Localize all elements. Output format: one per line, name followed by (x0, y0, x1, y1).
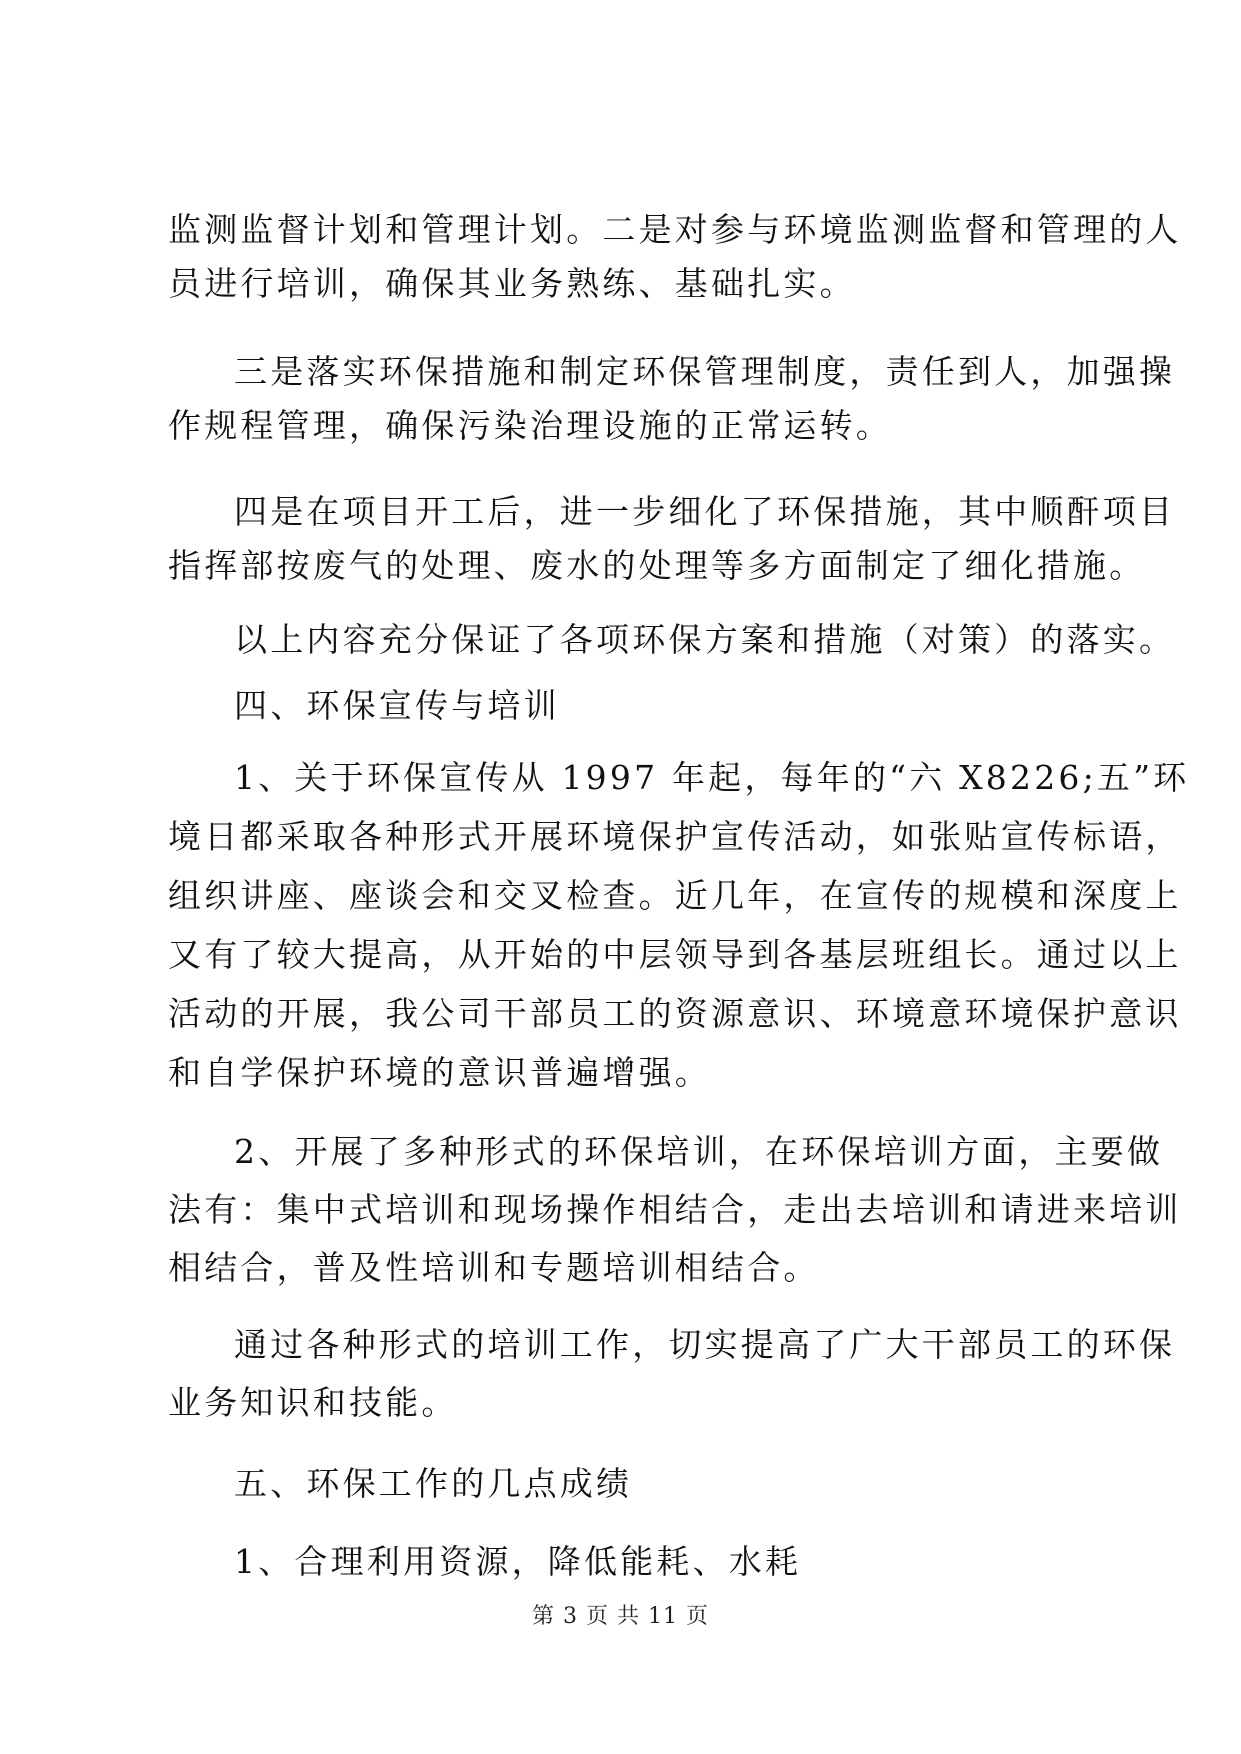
paragraph-line: 四是在项目开工后，进一步细化了环保措施，其中顺酐项目 (234, 492, 1176, 531)
paragraph-line: 境日都采取各种形式开展环境保护宣传活动，如张贴宣传标语， (168, 817, 1182, 856)
paragraph-line: 业务知识和技能。 (168, 1383, 458, 1422)
paragraph-line: 相结合，普及性培训和专题培训相结合。 (168, 1248, 820, 1287)
paragraph-line: 三是落实环保措施和制定环保管理制度，责任到人，加强操 (234, 352, 1176, 391)
paragraph-line: 1、合理利用资源，降低能耗、水耗 (234, 1542, 802, 1581)
paragraph-line: 1、关于环保宣传从 1997 年起，每年的“六 X8226;五”环 (234, 758, 1190, 797)
paragraph-line: 通过各种形式的培训工作，切实提高了广大干部员工的环保 (234, 1325, 1176, 1364)
paragraph-line: 组织讲座、座谈会和交叉检查。近几年，在宣传的规模和深度上 (168, 876, 1182, 915)
paragraph-line: 和自学保护环境的意识普遍增强。 (168, 1053, 711, 1092)
paragraph-line: 法有：集中式培训和现场操作相结合，走出去培训和请进来培训 (168, 1190, 1182, 1229)
paragraph-line: 以上内容充分保证了各项环保方案和措施（对策）的落实。 (234, 620, 1176, 659)
section-heading: 四、环保宣传与培训 (234, 686, 560, 725)
paragraph-line: 活动的开展，我公司干部员工的资源意识、环境意环境保护意识 (168, 994, 1182, 1033)
paragraph-line: 指挥部按废气的处理、废水的处理等多方面制定了细化措施。 (168, 546, 1146, 585)
page-footer: 第 3 页 共 11 页 (532, 1604, 709, 1629)
paragraph-line: 作规程管理，确保污染治理设施的正常运转。 (168, 406, 892, 445)
paragraph-line: 又有了较大提高，从开始的中层领导到各基层班组长。通过以上 (168, 935, 1182, 974)
paragraph-line: 2、开展了多种形式的环保培训，在环保培训方面，主要做 (234, 1132, 1164, 1171)
section-heading: 五、环保工作的几点成绩 (234, 1464, 633, 1503)
paragraph-line: 监测监督计划和管理计划。二是对参与环境监测监督和管理的人 (168, 210, 1182, 249)
paragraph-line: 员进行培训，确保其业务熟练、基础扎实。 (168, 264, 856, 303)
